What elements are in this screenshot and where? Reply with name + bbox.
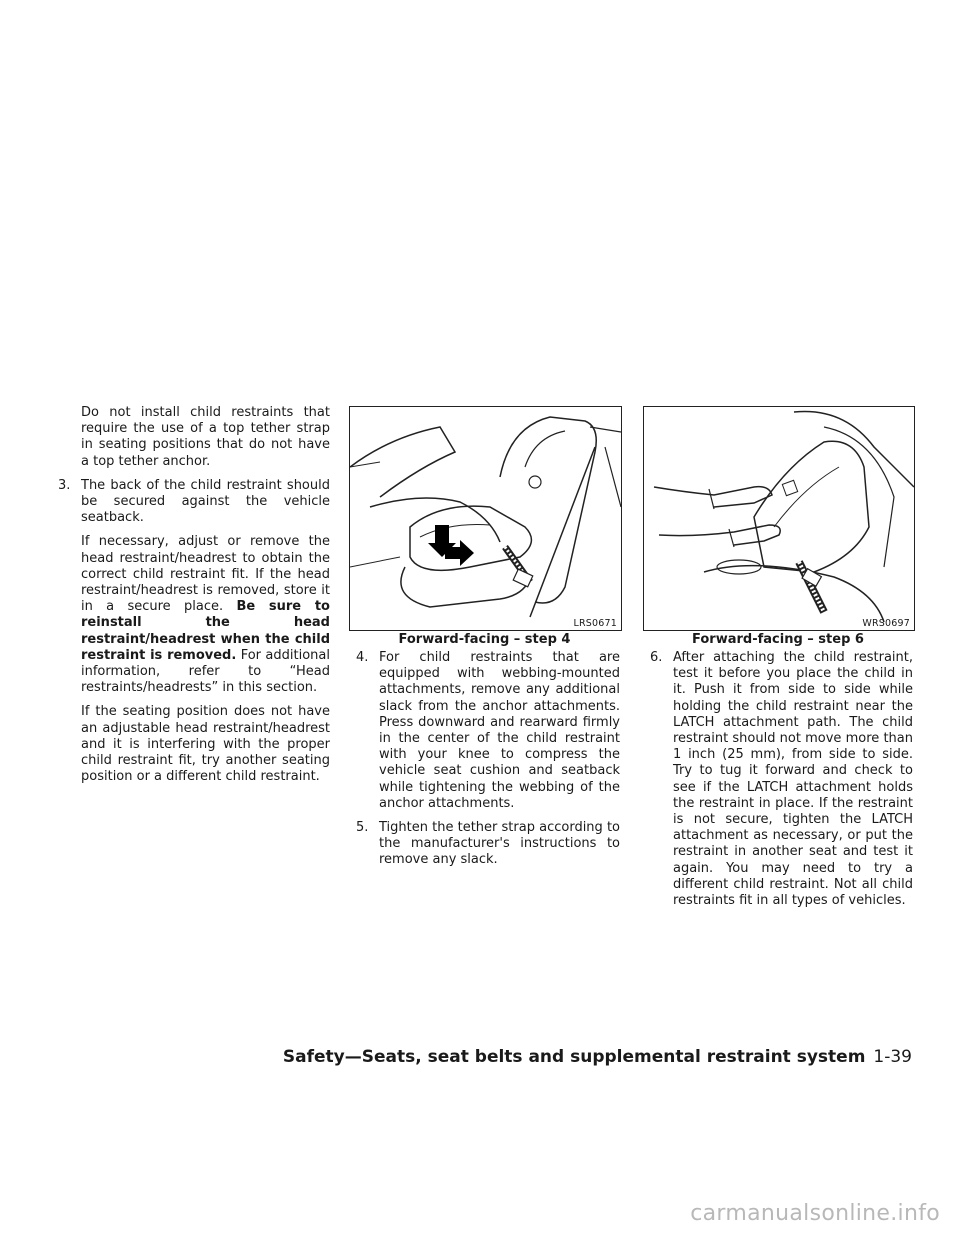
- footer-section-title: Safety—Seats, seat belts and supplemental restraint system: [282, 1047, 866, 1067]
- seating-position-paragraph: If the seating position does not have an adjustable head restraint/headrest and it is interfering with the proper child restraint fit, try another seating position or a different child restraint.: [81, 704, 330, 785]
- list-text-4: For child restraints that are equipped with webbing-mounted attachments, remove any additional slack from the anchor attachments. Press downward and rearward firmly in the center of the child restraint with your knee to compress the vehicle seat cushion and seatback while tightening the webbing of the anchor attachments.: [379, 650, 620, 811]
- column-3: [650, 650, 913, 917]
- list-number-5: 5.: [356, 820, 369, 836]
- column-1: [58, 405, 330, 793]
- head-restraint-paragraph: [58, 534, 330, 696]
- list-item-4: [356, 650, 620, 812]
- head-restraint-tail: For additional information, refer to “Head restraints/headrests” in this section.: [81, 647, 330, 696]
- figure-caption-step-4: Forward-facing – step 4: [398, 632, 571, 647]
- intro-paragraph: Do not install child restraints that require the use of a top tether strap in seating positions that do not have a top tether anchor.: [81, 405, 330, 469]
- watermark: carmanualsonline.info: [690, 1201, 940, 1226]
- list-number-6: 6.: [650, 650, 663, 665]
- list-item-3: [58, 478, 330, 527]
- page-number: 1-39: [873, 1047, 912, 1067]
- list-text-6: After attaching the child restraint, test it before you place the child in it. Push it from side to side while holding the child restraint near the LATCH attachment path. The child restraint should not move more than 1 inch (25 mm), from side to side. Try to tug it forward and check to see if the LATCH attachment holds the restraint in place. If the restraint is not secure, tighten the LATCH attachment as necessary, or put the restraint in another seat and test it again. You may need to try a different child restraint. Not all child restraints fit in all types of vehicles.: [673, 650, 913, 909]
- figure-code: WRS0697: [862, 618, 910, 629]
- column-2: [356, 650, 620, 877]
- list-item-6: [650, 650, 913, 909]
- child-seat-side-test-illustration: [644, 407, 914, 630]
- child-seat-knee-press-illustration: [350, 407, 621, 630]
- list-number-4: 4.: [356, 650, 369, 665]
- head-restraint-warning: Be sure to reinstall the head restraint/headrest when the child restraint is removed.: [81, 599, 330, 663]
- figure-code: LRS0671: [573, 618, 617, 629]
- list-number-3: 3.: [58, 477, 71, 493]
- list-text-3: The back of the child restraint should be secured against the vehicle seatback.: [81, 477, 330, 526]
- list-item-5: [356, 820, 620, 869]
- head-restraint-lead: If necessary, adjust or remove the head restraint/headrest to obtain the correct child restraint fit. If the head restraint/headrest is removed, store it in a secure place.: [81, 534, 330, 615]
- list-text-5: Tighten the tether strap according to the manufacturer's instructions to remove any slack.: [379, 820, 620, 868]
- figure-forward-facing-step-6: [643, 406, 915, 631]
- figure-caption-step-6: Forward-facing – step 6: [692, 632, 864, 647]
- figure-forward-facing-step-4: [349, 406, 622, 631]
- page-footer: [283, 1047, 912, 1067]
